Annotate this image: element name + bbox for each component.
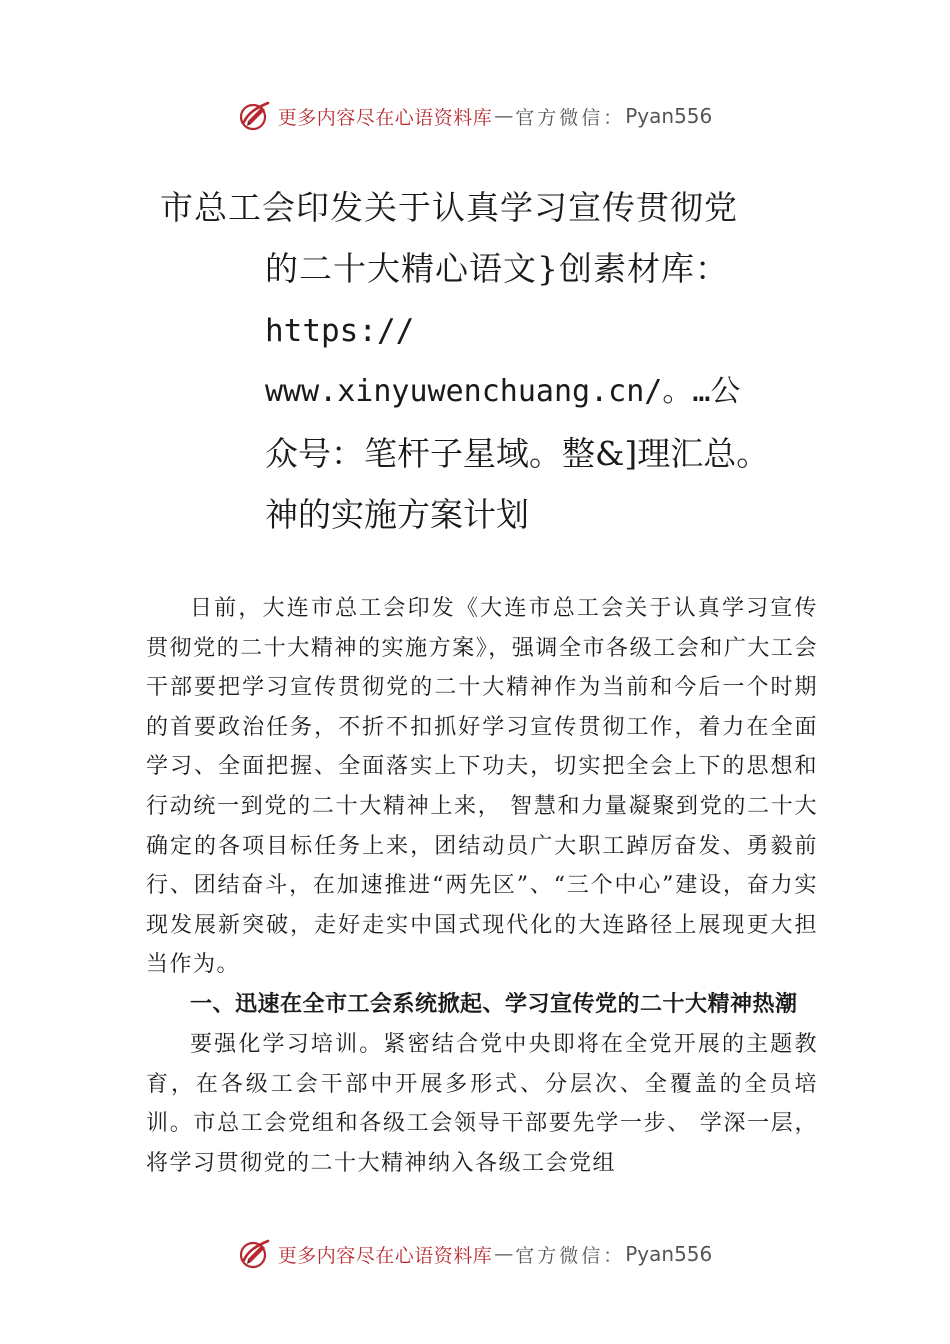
title-line-1: 市总工会印发关于认真学习宣传贯彻党: [160, 188, 738, 227]
banner-site-name: 更多内容尽在心语资料库: [277, 106, 493, 129]
header-banner: [0, 96, 950, 136]
document-body: [146, 589, 818, 1183]
banner-wechat-id: Pyan556: [625, 1242, 713, 1266]
footer-banner: [0, 1234, 950, 1274]
title-line-6: 神的实施方案计划: [265, 495, 529, 534]
title-line-3: https://: [265, 313, 415, 349]
banner-wechat-id: Pyan556: [625, 104, 713, 128]
section-1-paragraph: 要强化学习培训。紧密结合党中央即将在全党开展的主题教育，在各级工会干部中开展多形式、分层次、全覆盖的全员培训。市总工会党组和各级工会领导干部要先学一步、 学深一层，将学习贯彻党的二十大精神纳入各级工会党组: [146, 1031, 818, 1176]
section-heading-1: 一、迅速在全市工会系统掀起、学习宣传党的二十大精神热潮: [190, 991, 798, 1017]
banner-dash: —: [494, 105, 514, 127]
title-line-2: 的二十大精心语文}创素材库：: [265, 249, 729, 288]
pen-logo-icon: [238, 1237, 272, 1271]
pen-logo-icon: [238, 99, 272, 133]
banner-site-name: 更多内容尽在心语资料库: [277, 1244, 493, 1267]
title-line-4: www.xinyuwenchuang.cn/。…公: [265, 374, 741, 409]
intro-paragraph: 日前，大连市总工会印发《大连市总工会关于认真学习宣传贯彻党的二十大精神的实施方案》，强调全市各级工会和广大工会干部要把学习宣传贯彻党的二十大精神作为当前和今后一个时期的首要政治任务，不折不扣抓好学习宣传贯彻工作，着力在全面学习、全面把握、全面落实上下功夫，切实把全会上下的思想和行动统一到党的二十大精神上来， 智慧和力量凝聚到党的二十大确定的各项目标任务上来，团结动员广大职工踔厉奋发、勇毅前行、团结奋斗，在加速推进“两先区”、“三个中心”建设，奋力实现发展新突破，走好走实中国式现代化的大连路径上展现更大担当作为。: [146, 596, 818, 978]
banner-wechat-label: 官方微信：: [515, 106, 626, 129]
title-line-5: 众号：笔杆子星域。整&]理汇总。: [265, 434, 770, 473]
banner-wechat-label: 官方微信：: [515, 1244, 626, 1267]
banner-dash: —: [494, 1243, 514, 1265]
